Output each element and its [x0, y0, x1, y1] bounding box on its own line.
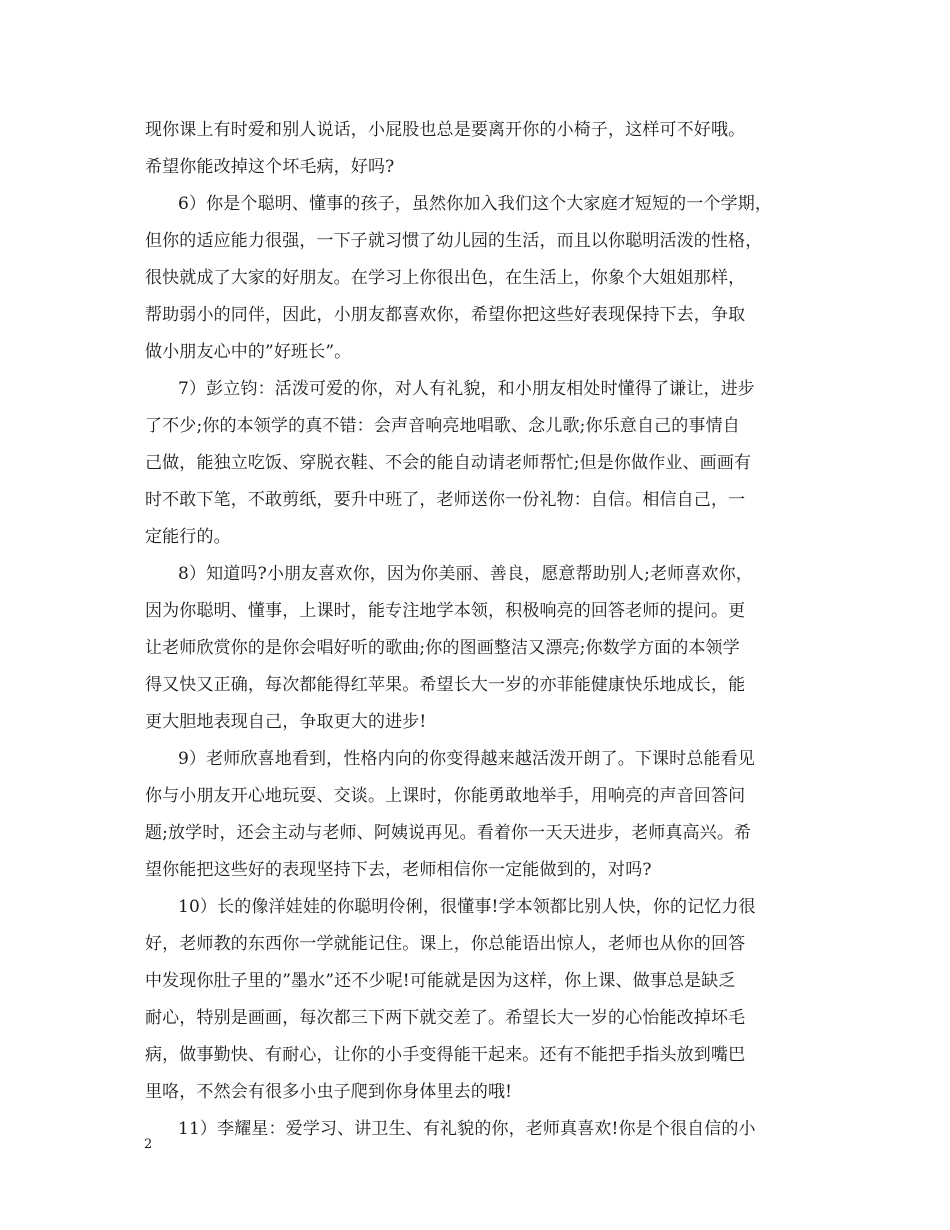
text-line: 得又快又正确，每次都能得红苹果。希望长大一岁的亦菲能健康快乐地成长，能 — [145, 675, 746, 695]
text-line: 你与小朋友开心地玩耍、交谈。上课时，你能勇敢地举手，用响亮的声音回答问 — [145, 786, 746, 806]
paragraph-7-start: 7）彭立钧：活泼可爱的你，对人有礼貌，和小朋友相处时懂得了谦让，进步 — [178, 379, 755, 399]
text-line: 希望你能改掉这个坏毛病，好吗? — [145, 157, 395, 177]
paragraph-6-start: 6）你是个聪明、懂事的孩子，虽然你加入我们这个大家庭才短短的一个学期， — [178, 194, 773, 214]
paragraph-10-start: 10）长的像洋娃娃的你聪明伶俐，很懂事!学本领都比别人快，你的记忆力很 — [178, 897, 756, 917]
paragraph-9-start: 9）老师欣喜地看到，性格内向的你变得越来越活泼开朗了。下课时总能看见 — [178, 749, 755, 769]
text-line: 了不少;你的本领学的真不错：会声音响亮地唱歌、念儿歌;你乐意自己的事情自 — [145, 416, 740, 436]
text-line: 时不敢下笔，不敢剪纸，要升中班了，老师送你一份礼物：自信。相信自己，一 — [145, 490, 746, 510]
text-line: 中发现你肚子里的”墨水”还不少呢!可能就是因为这样，你上课、做事总是缺乏 — [145, 971, 736, 991]
text-line: 更大胆地表现自己，争取更大的进步! — [145, 712, 427, 732]
text-line: 望你能把这些好的表现坚持下去，老师相信你一定能做到的，对吗? — [145, 860, 652, 880]
paragraph-11-start: 11）李耀星：爱学习、讲卫生、有礼貌的你，老师真喜欢!你是个很自信的小 — [178, 1119, 756, 1139]
text-line: 定能行的。 — [145, 527, 231, 547]
text-line: 好，老师教的东西你一学就能记住。课上，你总能语出惊人，老师也从你的回答 — [145, 934, 746, 954]
paragraph-8-start: 8）知道吗?小朋友喜欢你，因为你美丽、善良，愿意帮助别人;老师喜欢你， — [178, 564, 753, 584]
text-line: 题;放学时，还会主动与老师、阿姨说再见。看着你一天天进步，老师真高兴。希 — [145, 823, 752, 843]
text-line: 里咯，不然会有很多小虫子爬到你身体里去的哦! — [145, 1082, 513, 1102]
text-line: 耐心，特别是画画，每次都三下两下就交差了。希望长大一岁的心怡能改掉坏毛 — [145, 1008, 746, 1028]
text-line: 病，做事勤快、有耐心，让你的小手变得能干起来。还有不能把手指头放到嘴巴 — [145, 1045, 746, 1065]
text-line: 很快就成了大家的好朋友。在学习上你很出色，在生活上，你象个大姐姐那样， — [145, 268, 746, 288]
text-line: 现你课上有时爱和别人说话，小屁股也总是要离开你的小椅子，这样可不好哦。 — [145, 120, 746, 140]
text-line: 帮助弱小的同伴，因此，小朋友都喜欢你，希望你把这些好表现保持下去，争取 — [145, 305, 746, 325]
text-line: 但你的适应能力很强，一下子就习惯了幼儿园的生活，而且以你聪明活泼的性格， — [145, 231, 763, 251]
text-line: 做小朋友心中的”好班长”。 — [145, 342, 352, 362]
text-line: 让老师欣赏你的是你会唱好听的歌曲;你的图画整洁又漂亮;你数学方面的本领学 — [145, 638, 740, 658]
page-number: 2 — [144, 1137, 153, 1152]
text-line: 因为你聪明、懂事，上课时，能专注地学本领，积极响亮的回答老师的提问。更 — [145, 601, 746, 621]
text-line: 己做，能独立吃饭、穿脱衣鞋、不会的能自动请老师帮忙;但是你做作业、画画有 — [145, 453, 752, 473]
